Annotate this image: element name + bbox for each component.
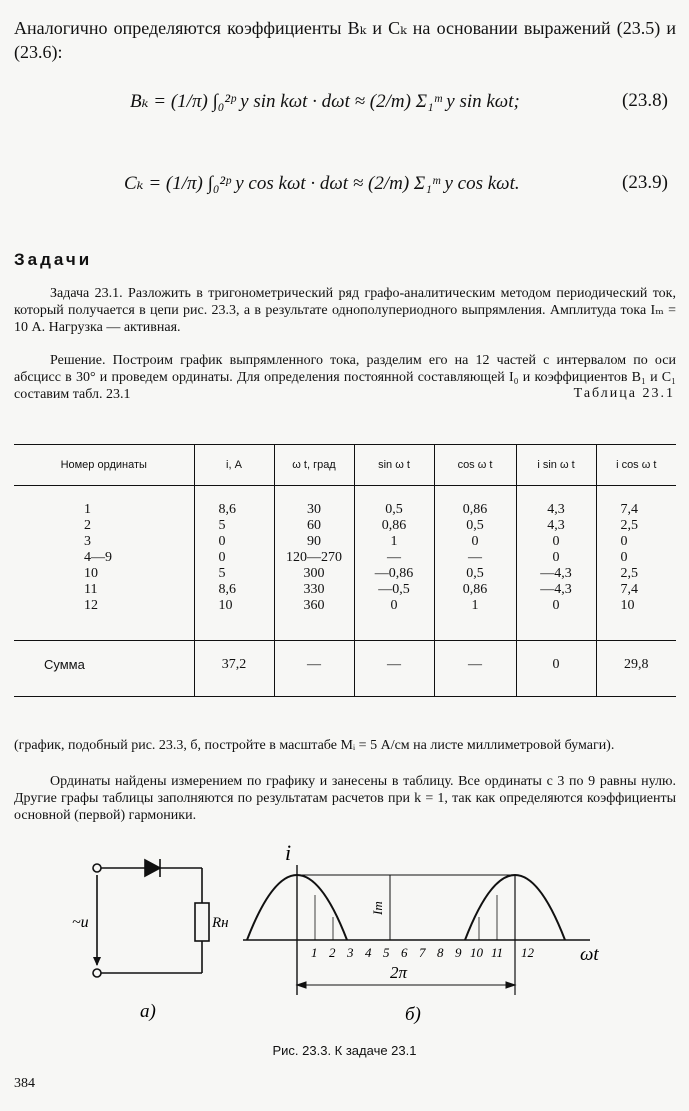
col-cos: 0,86 0,5 0 — 0,5 0,86 1: [434, 486, 516, 641]
equation-number-bk: (23.8): [622, 90, 668, 111]
y-axis-label: i: [285, 840, 292, 865]
sum-label: Сумма: [14, 641, 194, 697]
equation-bk: Bₖ = (1/π) ∫₀²ᵖ y sin kωt · dωt ≈ (2/m) Σ₁ᵐ y sin kωt;: [130, 91, 520, 112]
problem-statement: Задача 23.1. Разложить в тригонометрический ряд графо-аналитическим методом периодический ток, который получается в цепи рис. 23.3, а в результате однополупериодного выпрямления. Амплитуда тока Iₘ = 10 А. Нагрузка — активная.: [14, 286, 676, 335]
col-ordinate-number: 1 2 3 4—9 10 11 12: [84, 502, 112, 613]
x-axis-label: ωt: [580, 944, 599, 965]
data-table: [14, 444, 676, 697]
ordinate-label: 8: [437, 945, 444, 960]
ordinate-label: 9: [455, 945, 462, 960]
ordinate-labels: [311, 945, 535, 960]
header-current: i, А: [194, 445, 274, 486]
load-label: Rн: [212, 915, 229, 931]
ordinate-label: 7: [419, 945, 426, 960]
equation-number-ck: (23.9): [622, 172, 668, 193]
ordinate-label: 4: [365, 945, 372, 960]
ordinate-label: 1: [311, 945, 318, 960]
header-ordinate-number: Номер ординаты: [60, 459, 147, 471]
terminal-bottom: [93, 969, 101, 977]
table-caption: Таблица 23.1: [573, 386, 675, 401]
label-a: а): [140, 1001, 156, 1022]
ordinate-label: 3: [347, 945, 354, 960]
section-title: Задачи: [14, 250, 93, 269]
sum-angle: —: [274, 641, 354, 697]
col-angle: 30 60 90 120—270 300 330 360: [274, 486, 354, 641]
amplitude-label: Im: [370, 901, 385, 915]
page-number: 384: [14, 1076, 35, 1091]
sum-current: 37,2: [194, 641, 274, 697]
sum-sin: —: [354, 641, 434, 697]
ordinate-label: 11: [491, 945, 504, 960]
figure-23-3: [60, 835, 660, 1035]
table-sum-row: [14, 641, 676, 697]
solution-paragraph: Решение. Построим график выпрямленного тока, разделим его на 12 частей с интервалом по оси абсцисс в 30° и проведем ординаты. Для определения постоянной составляющей I₀ и коэффициентов B₁ и C₁ составим табл. 23.1: [14, 353, 676, 402]
figure-caption: Рис. 23.3. К задаче 23.1: [272, 1043, 417, 1058]
diode-icon: [145, 860, 160, 876]
waveform-plot: [243, 865, 590, 995]
ordinate-label: 12: [521, 945, 534, 960]
equation-ck: Cₖ = (1/π) ∫₀²ᵖ y cos kωt · dωt ≈ (2/m) Σ₁ᵐ y cos kωt.: [124, 173, 520, 194]
sum-i-cos: 29,8: [596, 641, 676, 697]
header-sin: sin ω t: [354, 445, 434, 486]
col-current: 8,6 5 0 0 5 8,6 10: [194, 486, 274, 641]
ordinate-label: 6: [401, 945, 408, 960]
header-angle: ω t, град: [274, 445, 354, 486]
label-b: б): [405, 1004, 421, 1025]
period-label: 2π: [390, 963, 408, 982]
intro-paragraph: Аналогично определяются коэффициенты Bₖ и Cₖ на основании выражений (23.5) и (23.6):: [14, 18, 676, 62]
col-i-sin: 4,3 4,3 0 0 —4,3 —4,3 0: [516, 486, 596, 641]
header-cos: cos ω t: [434, 445, 516, 486]
ordinate-label: 2: [329, 945, 336, 960]
ordinate-label: 5: [383, 945, 390, 960]
header-i-sin: i sin ω t: [516, 445, 596, 486]
circuit-diagram: [93, 859, 209, 977]
header-i-cos: i cos ω t: [596, 445, 676, 486]
table-header-row: [14, 445, 676, 486]
resistor-icon: [195, 903, 209, 941]
scale-note: (график, подобный рис. 23.3, б, постройте в масштабе Mᵢ = 5 А/см на листе миллиметровой бумаги).: [14, 738, 615, 753]
sum-cos: —: [434, 641, 516, 697]
ordinate-label: 10: [470, 945, 483, 960]
table-body-row: [14, 486, 676, 641]
terminal-top: [93, 864, 101, 872]
source-label: ~u: [72, 914, 89, 931]
sum-i-sin: 0: [516, 641, 596, 697]
col-sin: 0,5 0,86 1 — —0,86 —0,5 0: [354, 486, 434, 641]
col-i-cos: 7,4 2,5 0 0 2,5 7,4 10: [596, 486, 676, 641]
explanation-paragraph: Ординаты найдены измерением по графику и занесены в таблицу. Все ординаты с 3 по 9 равны нулю. Другие графы таблицы заполняются по результатам расчетов при k = 1, так как определяются коэффициенты основной (первой) гармоники.: [14, 774, 676, 823]
